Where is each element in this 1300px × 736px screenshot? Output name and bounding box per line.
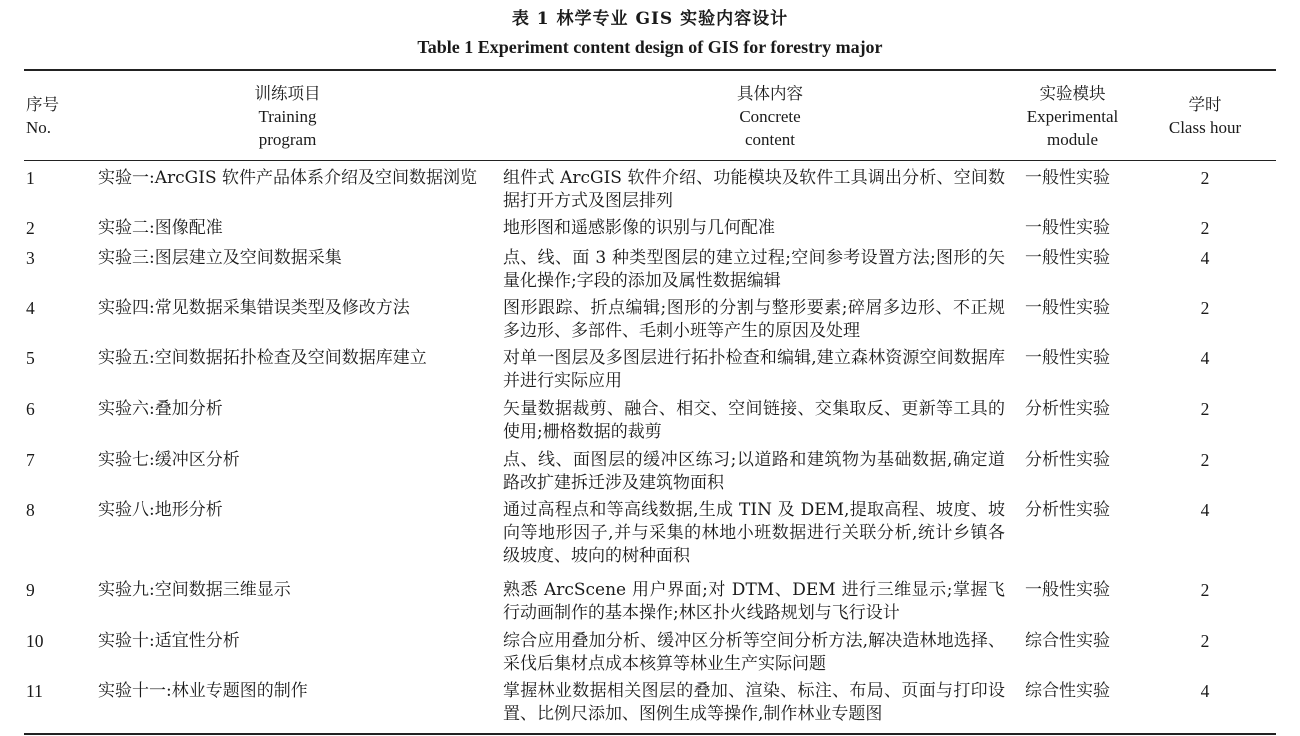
row-experimental-module: 分析性实验 — [1025, 500, 1110, 520]
row-number: 3 — [26, 248, 35, 268]
row-concrete-content: 图形跟踪、折点编辑;图形的分割与整形要素;碎屑多边形、不正规多边形、多部件、毛刺小班等产生的原因及处理 — [503, 298, 1005, 341]
header-content-en-1: Concrete — [739, 107, 801, 126]
row-training-program: 实验八:地形分析 — [98, 500, 223, 520]
header-experimental-module — [1010, 82, 1135, 151]
row-experimental-module: 一般性实验 — [1025, 298, 1110, 318]
row-class-hour: 2 — [1200, 298, 1210, 318]
row-concrete-content: 熟悉 ArcScene 用户界面;对 DTM、DEM 进行三维显示;掌握飞行动画制作的基本操作;林区扑火线路规划与飞行设计 — [503, 580, 1005, 623]
row-class-hour: 4 — [1200, 500, 1210, 520]
header-module-zh: 实验模块 — [1039, 84, 1106, 103]
row-class-hour: 2 — [1200, 580, 1210, 600]
row-training-program: 实验七:缓冲区分析 — [98, 450, 240, 470]
row-class-hour: 2 — [1200, 168, 1210, 188]
row-class-hour: 4 — [1200, 681, 1210, 701]
row-number: 6 — [26, 399, 35, 419]
header-concrete-content — [620, 82, 920, 151]
header-number-en: No. — [26, 118, 52, 137]
row-concrete-content: 点、线、面图层的缓冲区练习;以道路和建筑物为基础数据,确定道路改扩建拆迁涉及建筑物面积 — [503, 450, 1005, 493]
row-training-program: 实验三:图层建立及空间数据采集 — [98, 248, 342, 268]
row-number: 4 — [26, 298, 35, 318]
row-class-hour: 2 — [1200, 399, 1210, 419]
header-module-en-1: Experimental — [1026, 107, 1119, 126]
header-content-en-2: content — [744, 130, 796, 149]
row-experimental-module: 综合性实验 — [1025, 631, 1110, 651]
table-title-english: Table 1 Experiment content design of GIS for forestry major — [417, 37, 883, 57]
row-concrete-content: 地形图和遥感影像的识别与几何配准 — [503, 218, 775, 238]
row-training-program: 实验一:ArcGIS 软件产品体系介绍及空间数据浏览 — [98, 168, 477, 188]
row-number: 2 — [26, 218, 35, 238]
table-bottom-rule — [24, 733, 1276, 735]
header-content-zh: 具体内容 — [737, 84, 803, 103]
row-training-program: 实验四:常见数据采集错误类型及修改方法 — [98, 298, 410, 318]
row-number: 7 — [26, 450, 35, 470]
row-concrete-content: 综合应用叠加分析、缓冲区分析等空间分析方法,解决造林地选择、采伐后集材点成本核算等林业生产实际问题 — [503, 631, 1005, 674]
header-training-en-1: Training — [258, 107, 317, 126]
row-concrete-content: 对单一图层及多图层进行拓扑检查和编辑,建立森林资源空间数据库并进行实际应用 — [503, 348, 1005, 391]
row-number: 10 — [26, 631, 44, 651]
header-hour-en: Class hour — [1168, 118, 1242, 137]
row-experimental-module: 一般性实验 — [1025, 218, 1110, 238]
row-class-hour: 4 — [1200, 248, 1210, 268]
row-training-program: 实验六:叠加分析 — [98, 399, 223, 419]
row-concrete-content: 通过高程点和等高线数据,生成 TIN 及 DEM,提取高程、坡度、坡向等地形因子,并与采集的林地小班数据进行关联分析,统计乡镇各级坡度、坡向的树种面积 — [503, 500, 1005, 566]
row-number: 1 — [26, 168, 35, 188]
row-experimental-module: 综合性实验 — [1025, 681, 1110, 701]
row-concrete-content: 组件式 ArcGIS 软件介绍、功能模块及软件工具调出分析、空间数据打开方式及图层排列 — [503, 168, 1005, 211]
row-class-hour: 2 — [1200, 631, 1210, 651]
row-training-program: 实验五:空间数据拓扑检查及空间数据库建立 — [98, 348, 427, 368]
table-top-rule — [24, 69, 1276, 71]
row-training-program: 实验二:图像配准 — [98, 218, 223, 238]
header-number-zh: 序号 — [26, 95, 59, 114]
table-header-rule — [24, 160, 1276, 161]
row-training-program: 实验十:适宜性分析 — [98, 631, 240, 651]
row-training-program: 实验十一:林业专题图的制作 — [98, 681, 308, 701]
header-module-en-2: module — [1047, 130, 1098, 149]
header-training-zh: 训练项目 — [254, 84, 321, 103]
row-concrete-content: 矢量数据裁剪、融合、相交、空间链接、交集取反、更新等工具的使用;栅格数据的裁剪 — [503, 399, 1005, 442]
row-class-hour: 4 — [1200, 348, 1210, 368]
row-number: 8 — [26, 500, 35, 520]
row-experimental-module: 分析性实验 — [1025, 399, 1110, 419]
row-experimental-module: 分析性实验 — [1025, 450, 1110, 470]
table-title-chinese: 表 1 林学专业 GIS 实验内容设计 — [511, 9, 789, 29]
row-experimental-module: 一般性实验 — [1025, 248, 1110, 268]
row-class-hour: 2 — [1200, 218, 1210, 238]
row-number: 5 — [26, 348, 35, 368]
row-class-hour: 2 — [1200, 450, 1210, 470]
row-experimental-module: 一般性实验 — [1025, 168, 1110, 188]
header-training-program — [170, 82, 405, 151]
row-concrete-content: 掌握林业数据相关图层的叠加、渲染、标注、布局、页面与打印设置、比例尺添加、图例生成等操作,制作林业专题图 — [503, 681, 1005, 724]
header-number — [26, 93, 59, 139]
header-class-hour — [1145, 93, 1265, 139]
row-experimental-module: 一般性实验 — [1025, 348, 1110, 368]
row-experimental-module: 一般性实验 — [1025, 580, 1110, 600]
row-training-program: 实验九:空间数据三维显示 — [98, 580, 291, 600]
header-training-en-2: program — [258, 130, 317, 149]
row-number: 11 — [26, 681, 43, 701]
header-hour-zh: 学时 — [1188, 95, 1222, 114]
row-concrete-content: 点、线、面 3 种类型图层的建立过程;空间参考设置方法;图形的矢量化操作;字段的添加及属性数据编辑 — [503, 248, 1005, 291]
row-number: 9 — [26, 580, 35, 600]
